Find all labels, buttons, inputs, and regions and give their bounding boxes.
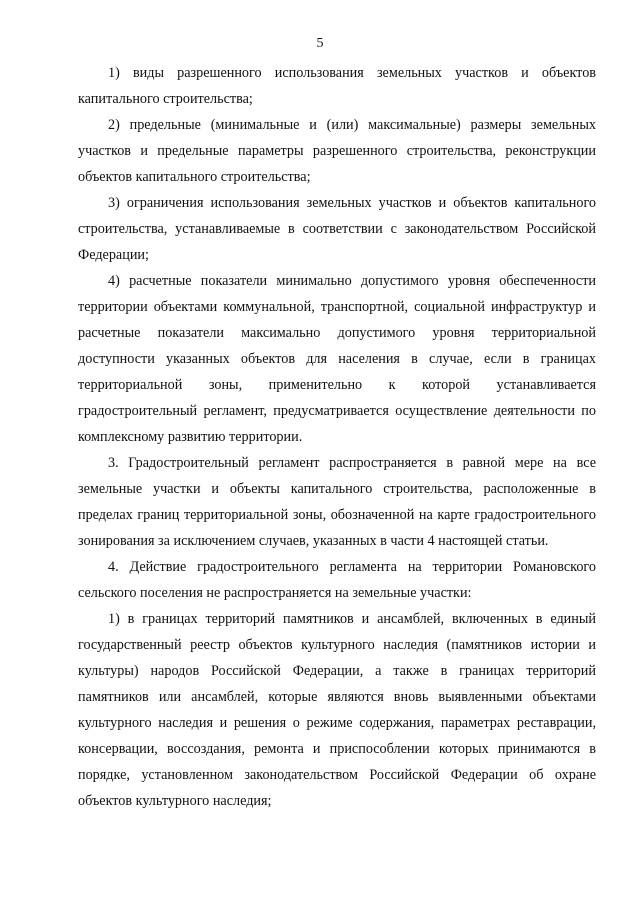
paragraph-clause-3: 3. Градостроительный регламент распространяется в равной мере на все земельные участки и объекты капитального строительства, расположенные в пределах границ территориальной зоны, обозначенной на карте градостроительного зонирования за исключением случаев, указанных в части 4 настоящей статьи. xyxy=(78,455,596,549)
paragraph-item-3: 3) ограничения использования земельных участков и объектов капитального строительства, устанавливаемые в соответствии с законодательством Российской Федерации; xyxy=(78,195,596,263)
page-number: 5 xyxy=(316,36,324,51)
paragraph-clause-4-item-1: 1) в границах территорий памятников и ансамблей, включенных в единый государственный реестр объектов культурного наследия (памятников истории и культуры) народов Российской Федерации, а также в границах территорий памятников или ансамблей, которые являются вновь выявленными объектами культурного наследия и решения о режиме содержания, параметрах реставрации, консервации, воссоздания, ремонта и приспособлении которых принимаются в порядке, установленном законодательством Российской Федерации об охране объектов культурного наследия; xyxy=(78,611,596,809)
paragraph-clause-4: 4. Действие градостроительного регламента на территории Романовского сельского поселения не распространяется на земельные участки: xyxy=(78,559,596,601)
document-body xyxy=(78,60,596,814)
paragraph-item-2: 2) предельные (минимальные и (или) максимальные) размеры земельных участков и предельные параметры разрешенного строительства, реконструкции объектов капитального строительства; xyxy=(78,117,596,185)
paragraph-item-4: 4) расчетные показатели минимально допустимого уровня обеспеченности территории объектами коммунальной, транспортной, социальной инфраструктур и расчетные показатели максимально допустимого уровня территориальной доступности указанных объектов для населения в случае, если в границах территориальной зоны, применительно к которой устанавливается градостроительный регламент, предусматривается осуществление деятельности по комплексному развитию территории. xyxy=(78,273,596,445)
paragraph-item-1: 1) виды разрешенного использования земельных участков и объектов капитального строительства; xyxy=(78,65,596,107)
